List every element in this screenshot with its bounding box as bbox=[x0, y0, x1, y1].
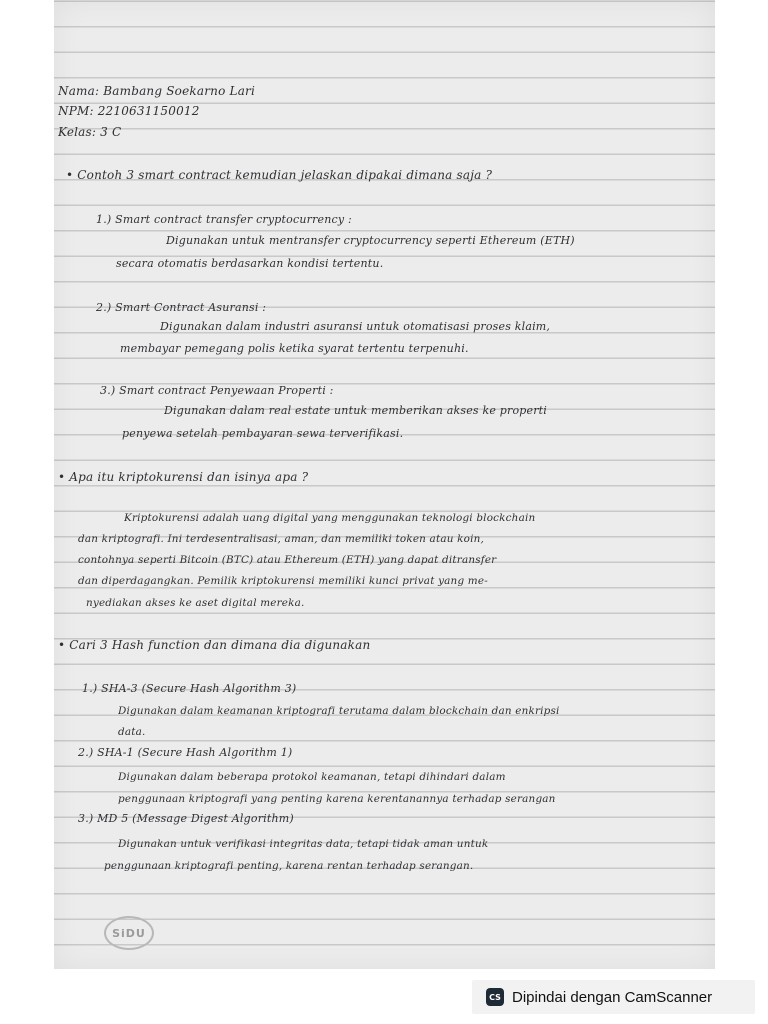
student-npm: NPM: 2210631150012 bbox=[58, 104, 200, 118]
q3-item-2-title: 2.) SHA-1 (Secure Hash Algorithm 1) bbox=[78, 746, 293, 759]
q1-item-1-title: 1.) Smart contract transfer cryptocurrency : bbox=[96, 213, 352, 226]
question-2: • Apa itu kriptokurensi dan isinya apa ? bbox=[58, 470, 309, 484]
q2-line-2: dan kriptografi. Ini terdesentralisasi, aman, dan memiliki token atau koin, bbox=[78, 533, 484, 545]
q1-item-3-title: 3.) Smart contract Penyewaan Properti : bbox=[100, 384, 334, 397]
q1-item-3-line-2: penyewa setelah pembayaran sewa terverifikasi. bbox=[122, 427, 404, 440]
camscanner-watermark bbox=[472, 980, 755, 1014]
q1-item-1-line-2: secara otomatis berdasarkan kondisi tertentu. bbox=[116, 257, 384, 270]
q2-line-5: nyediakan akses ke aset digital mereka. bbox=[86, 597, 305, 609]
question-1: • Contoh 3 smart contract kemudian jelaskan dipakai dimana saja ? bbox=[66, 168, 493, 182]
watermark-text: Dipindai dengan CamScanner bbox=[512, 988, 713, 1006]
question-3: • Cari 3 Hash function dan dimana dia digunakan bbox=[58, 638, 371, 652]
q3-item-2-line-1: Digunakan dalam beberapa protokol keamanan, tetapi dihindari dalam bbox=[118, 771, 506, 783]
camscanner-logo-icon bbox=[486, 988, 504, 1006]
camscanner-logo-text: CS bbox=[489, 992, 501, 1002]
q3-item-3-line-1: Digunakan untuk verifikasi integritas data, tetapi tidak aman untuk bbox=[118, 838, 489, 850]
q3-item-1-line-2: data. bbox=[118, 726, 146, 738]
q2-line-4: dan diperdagangkan. Pemilik kriptokurensi memiliki kunci privat yang me- bbox=[78, 575, 488, 587]
stamp-text: SiDU bbox=[112, 926, 146, 940]
q1-item-3-line-1: Digunakan dalam real estate untuk memberikan akses ke properti bbox=[164, 404, 548, 417]
q3-item-3-line-2: penggunaan kriptografi penting, karena rentan terhadap serangan. bbox=[104, 860, 474, 872]
q3-item-1-line-1: Digunakan dalam keamanan kriptografi terutama dalam blockchain dan enkripsi bbox=[118, 705, 560, 717]
q3-item-2-line-2: penggunaan kriptografi yang penting karena kerentanannya terhadap serangan bbox=[118, 793, 556, 805]
q3-item-1-title: 1.) SHA-3 (Secure Hash Algorithm 3) bbox=[82, 682, 297, 695]
notebook-brand-stamp bbox=[104, 916, 154, 950]
student-name: Nama: Bambang Soekarno Lari bbox=[58, 84, 256, 98]
student-class: Kelas: 3 C bbox=[58, 125, 122, 139]
q1-item-2-title: 2.) Smart Contract Asuransi : bbox=[96, 301, 267, 314]
q1-item-2-line-1: Digunakan dalam industri asuransi untuk otomatisasi proses klaim, bbox=[160, 320, 551, 333]
q1-item-2-line-2: membayar pemegang polis ketika syarat tertentu terpenuhi. bbox=[120, 342, 469, 355]
q1-item-1-line-1: Digunakan untuk mentransfer cryptocurrency seperti Ethereum (ETH) bbox=[166, 234, 575, 247]
q3-item-3-title: 3.) MD 5 (Message Digest Algorithm) bbox=[78, 812, 294, 825]
q2-line-1: Kriptokurensi adalah uang digital yang menggunakan teknologi blockchain bbox=[124, 512, 536, 524]
q2-line-3: contohnya seperti Bitcoin (BTC) atau Ethereum (ETH) yang dapat ditransfer bbox=[78, 554, 497, 566]
